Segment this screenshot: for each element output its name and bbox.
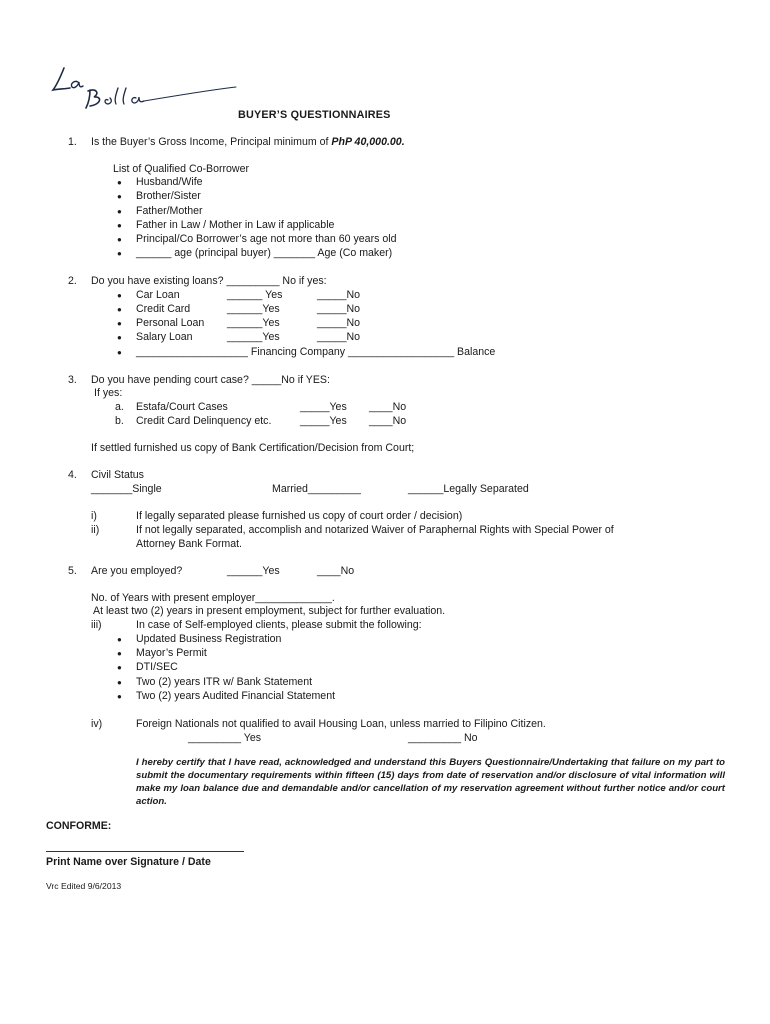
bullet-icon: ● xyxy=(117,692,122,701)
loan-label: Car Loan xyxy=(136,289,180,301)
loan-no: _____No xyxy=(317,303,361,315)
q1-text: Is the Buyer’s Gross Income, Principal minimum of xyxy=(91,136,332,148)
q1-item: ______ age (principal buyer) _______ Age (Co maker) xyxy=(136,247,393,259)
atleast-note: At least two (2) years in present employment, subject for further evaluation. xyxy=(93,605,446,617)
signature-line xyxy=(46,851,244,852)
status-single: _______Single xyxy=(91,483,162,495)
financing-row: ___________________ Financing Company __________________ Balance xyxy=(136,346,496,358)
bullet-icon: ● xyxy=(117,249,122,258)
la-bella-logo xyxy=(50,60,240,110)
q1-number: 1. xyxy=(68,136,77,148)
requirement-item: Two (2) years Audited Financial Statement xyxy=(136,690,336,702)
conforme-label: CONFORME: xyxy=(46,820,112,832)
foreign-no: _________ No xyxy=(408,732,478,744)
foreign-yes: _________ Yes xyxy=(188,732,262,744)
q5-number: 5. xyxy=(68,565,77,577)
bullet-icon: ● xyxy=(117,291,122,300)
q1-item: Father in Law / Mother in Law if applicable xyxy=(136,219,335,231)
bullet-icon: ● xyxy=(117,221,122,230)
bullet-icon: ● xyxy=(117,333,122,342)
q4-i-number: i) xyxy=(91,510,97,522)
years-employer: No. of Years with present employer_____________. xyxy=(91,592,335,604)
court-no: ____No xyxy=(369,415,407,427)
q5-iii-text: In case of Self-employed clients, please submit the following: xyxy=(136,619,422,631)
q3-number: 3. xyxy=(68,374,77,386)
q5-iv-text: Foreign Nationals not qualified to avail Housing Loan, unless married to Filipino Citizen. xyxy=(136,718,546,730)
loan-yes: ______Yes xyxy=(227,303,280,315)
q4-number: 4. xyxy=(68,469,77,481)
q2-question: Do you have existing loans? _________ No if yes: xyxy=(91,275,327,287)
q4-question: Civil Status xyxy=(91,469,144,481)
employed-yes: ______Yes xyxy=(227,565,280,577)
bullet-icon: ● xyxy=(117,348,122,357)
q2-number: 2. xyxy=(68,275,77,287)
q4-ii-text: If not legally separated, accomplish and notarized Waiver of Paraphernal Rights with Special Power of xyxy=(136,524,614,536)
court-no: ____No xyxy=(369,401,407,413)
print-name-label: Print Name over Signature / Date xyxy=(46,856,211,868)
bullet-icon: ● xyxy=(117,649,122,658)
employed-no: ____No xyxy=(317,565,355,577)
bullet-icon: ● xyxy=(117,319,122,328)
bullet-icon: ● xyxy=(117,178,122,187)
bullet-icon: ● xyxy=(117,305,122,314)
bullet-icon: ● xyxy=(117,207,122,216)
document-title: BUYER’S QUESTIONNAIRES xyxy=(238,109,391,121)
q3-question: Do you have pending court case? _____No if YES: xyxy=(91,374,330,386)
q1-amount: PhP 40,000.00. xyxy=(331,136,405,148)
q5-question: Are you employed? xyxy=(91,565,183,577)
bullet-icon: ● xyxy=(117,635,122,644)
loan-no: _____No xyxy=(317,289,361,301)
loan-no: _____No xyxy=(317,317,361,329)
q1-item: Husband/Wife xyxy=(136,176,203,188)
status-married: Married_________ xyxy=(272,483,361,495)
loan-label: Personal Loan xyxy=(136,317,205,329)
requirement-item: Mayor’s Permit xyxy=(136,647,207,659)
status-separated: ______Legally Separated xyxy=(408,483,529,495)
certification-text: I hereby certify that I have read, acknowledged and understand this Buyers Questionnaire/Undertaking that failure on my part to submit the documentary requirements within fifteen (15) days from date of reservation and/or disclosure of vital information will make my loan balance due and demandable and/or cancellation of my reservation agreement without further notice and/or court action. xyxy=(136,757,725,807)
loan-yes: ______Yes xyxy=(227,331,280,343)
q3-letter: b. xyxy=(115,415,124,427)
q3-note: If settled furnished us copy of Bank Certification/Decision from Court; xyxy=(91,442,415,454)
loan-label: Credit Card xyxy=(136,303,191,315)
court-label: Credit Card Delinquency etc. xyxy=(136,415,272,427)
q1-item: Principal/Co Borrower’s age not more than 60 years old xyxy=(136,233,397,245)
q3-letter: a. xyxy=(115,401,124,413)
bullet-icon: ● xyxy=(117,192,122,201)
q1-question xyxy=(91,135,405,149)
loan-yes: ______Yes xyxy=(227,317,280,329)
footer-note: Vrc Edited 9/6/2013 xyxy=(46,881,122,891)
q4-i-text: If legally separated please furnished us copy of court order / decision) xyxy=(136,510,463,522)
bullet-icon: ● xyxy=(117,663,122,672)
loan-no: _____No xyxy=(317,331,361,343)
q1-item: Brother/Sister xyxy=(136,190,201,202)
requirement-item: Updated Business Registration xyxy=(136,633,282,645)
q4-ii-number: ii) xyxy=(91,524,100,536)
requirement-item: Two (2) years ITR w/ Bank Statement xyxy=(136,676,313,688)
loan-yes: ______ Yes xyxy=(227,289,283,301)
q5-iv-number: iv) xyxy=(91,718,103,730)
court-yes: _____Yes xyxy=(300,415,347,427)
bullet-icon: ● xyxy=(117,678,122,687)
bullet-icon: ● xyxy=(117,235,122,244)
loan-label: Salary Loan xyxy=(136,331,193,343)
requirement-item: DTI/SEC xyxy=(136,661,178,673)
court-label: Estafa/Court Cases xyxy=(136,401,228,413)
q5-iii-number: iii) xyxy=(91,619,102,631)
q1-item: Father/Mother xyxy=(136,205,203,217)
q3-if-yes: If yes: xyxy=(94,387,123,399)
court-yes: _____Yes xyxy=(300,401,347,413)
q1-list-title: List of Qualified Co-Borrower xyxy=(113,163,250,175)
q4-ii-text-cont: Attorney Bank Format. xyxy=(136,538,242,550)
